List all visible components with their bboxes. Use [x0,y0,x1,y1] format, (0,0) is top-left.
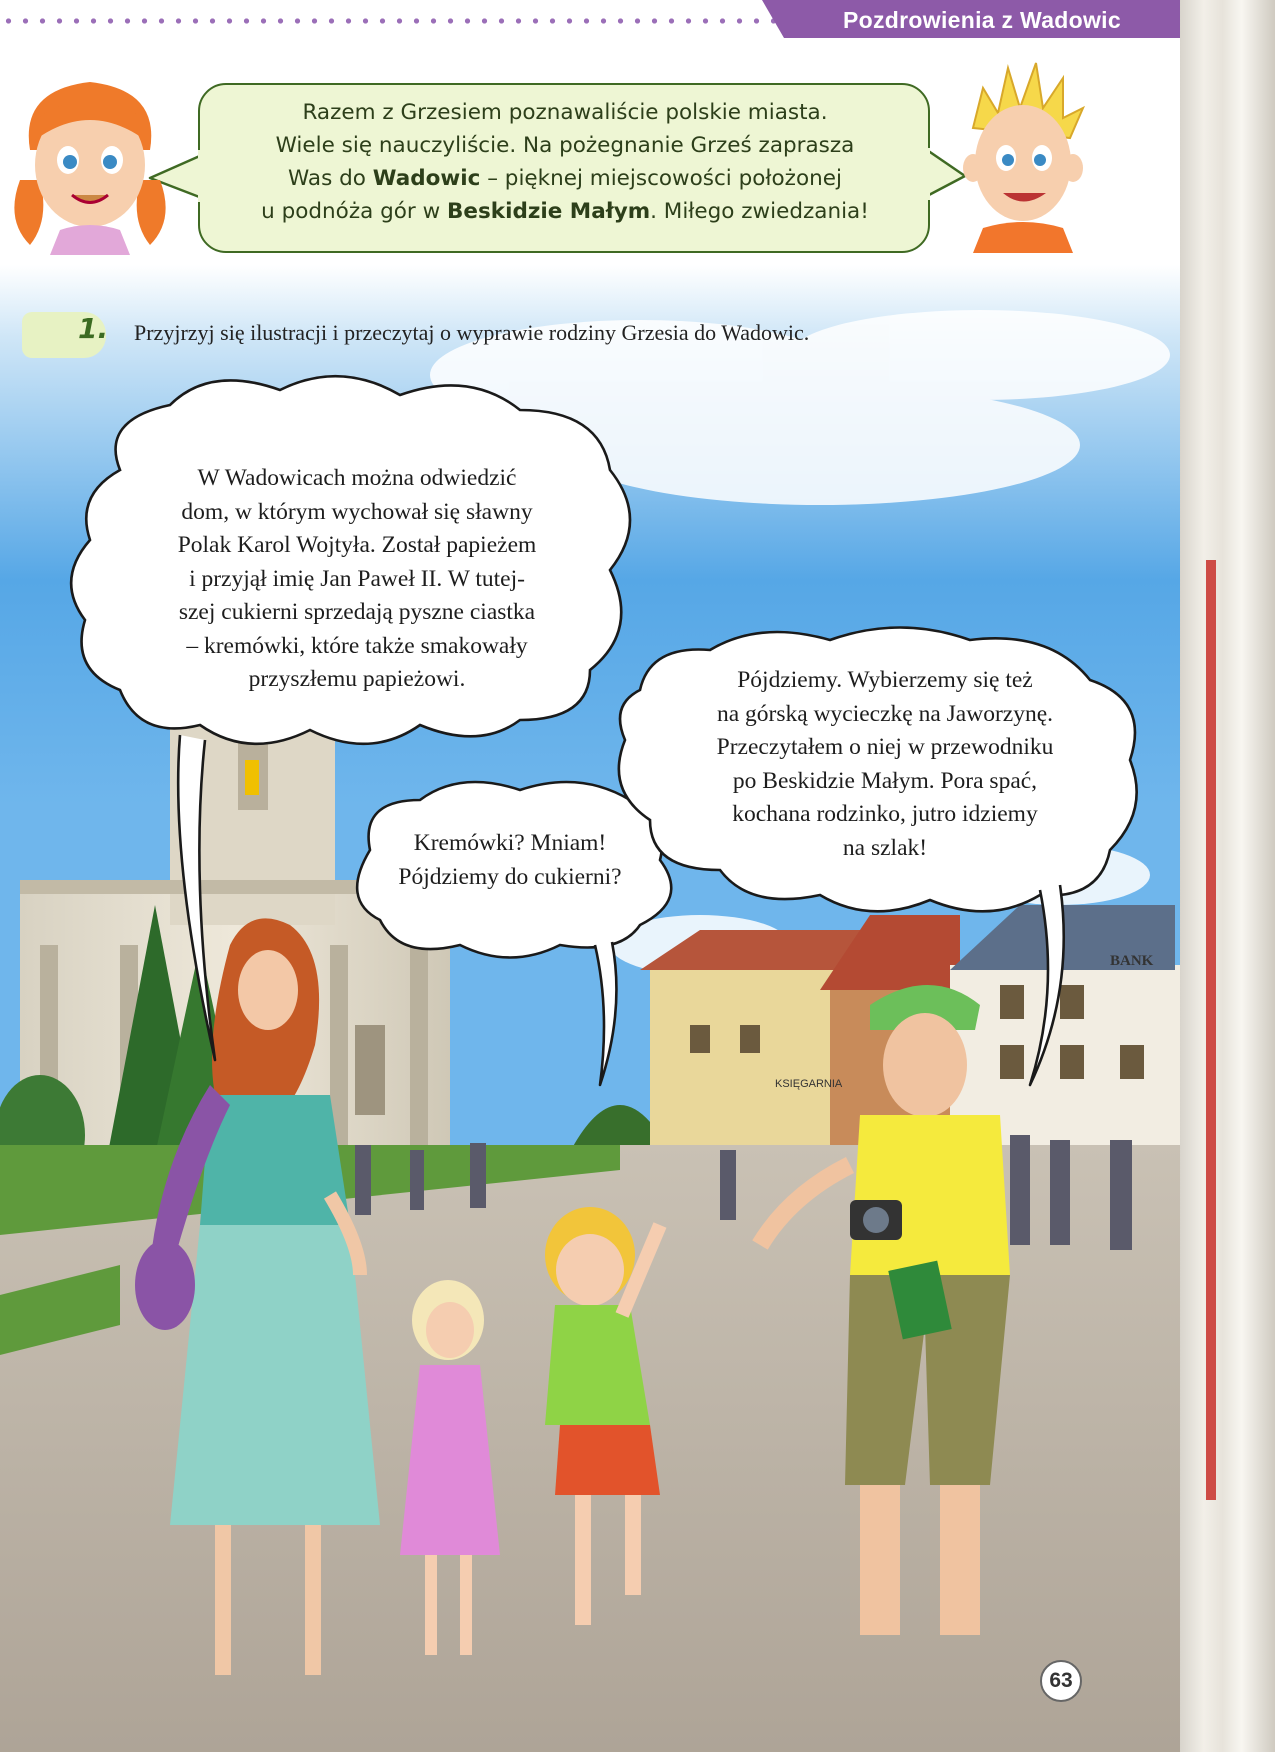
boy-speech-text: Kremówki? Mniam! Pójdziemy do cukierni? [398,830,622,890]
bank-sign: BANK [1110,953,1154,969]
page-edge-marker [1206,560,1216,1500]
intro-text: Razem z Grzesiem poznawaliście polskie miasta. Wiele się nauczyliście. Na pożegnanie Grześ zaprasza Was do Wadowic – pięknej miejscowości położonej u podnóża gór w Beskidzie Małym. Miłego zwiedzania! [261,100,869,224]
section-title-tab: Pozdrowienia z Wadowic [784,0,1180,38]
page-number: 63 [1040,1660,1082,1702]
exercise-instruction: Przyjrzyj się ilustracji i przeczytaj o wyprawie rodziny Grzesia do Wadowic. [134,320,810,345]
father-speech-text: Pójdziemy. Wybierzemy się też na górską wycieczkę na Jaworzynę. Przeczytałem o niej w przewodniku po Beskidzie Małym. Pora spać, kochana rodzinko, jutro idziemy na szlak! [716,667,1054,861]
bookstore-sign: KSIĘGARNIA [775,1078,843,1090]
page-stack-edge [1180,0,1275,1752]
exercise-number: 1. [78,312,109,345]
mother-speech-text: W Wadowicach można odwiedzić dom, w którym wychował się sławny Polak Karol Wojtyła. Został papieżem i przyjął imię Jan Paweł II. W tutej- szej cukierni sprzedają pyszne ciastka – kremówki, które także smakowały przyszłemu papieżowi. [177,465,537,692]
